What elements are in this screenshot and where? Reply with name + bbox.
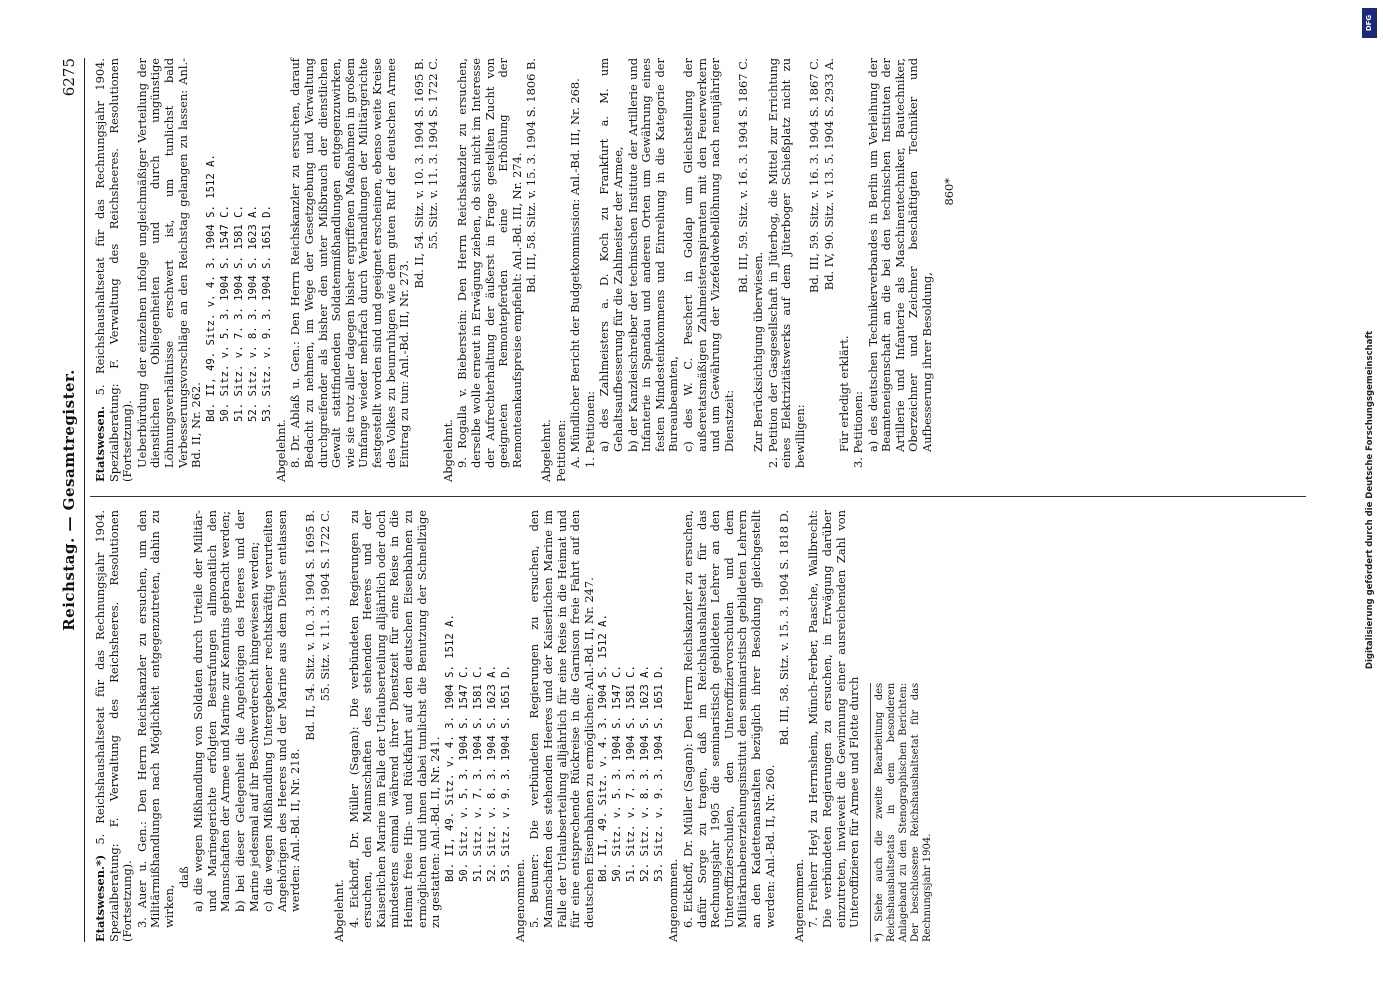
entry: daß xyxy=(176,866,191,888)
footnote: *) Siehe auch die zweite Bearbeitung des Reichshaushaltsetats in dem besonderen Anlageband zu den Stenographischen Berichten: Der beschlossene Reichshaushaltsetat für das Rechnungsjahr 1904. xyxy=(870,683,934,942)
entry: a) die wegen Mißhandlung von Soldaten durch Urteile der Militär- und Marinegerichte erfolgten Bestrafungen allmonatlich den Mannschaften der Armee und Marine zur Kenntnis gebracht werden; xyxy=(191,510,233,912)
column-divider xyxy=(90,496,1306,497)
citation: 53. Sitz. v. 9. 3. 1904 S. 1651 D. xyxy=(499,665,512,882)
page-number: 6275 xyxy=(60,58,78,97)
citation: Bd. III, 59. Sitz. v. 16. 3. 1904 S. 1867 C. xyxy=(807,58,822,293)
entry: 7. Freiherr Heyl zu Herrnsheim, Münch-Ferber, Paasche, Wallbrecht: Die verbündeten Regierungen zu ersuchen, in Erwägung darüber einzutreten, inwieweit die Gewinnung einer ausreichenden Zahl von Unteroffizieren für Armee und Flotte durch xyxy=(806,510,862,928)
entry: A. Mündlicher Bericht der Budgetkommission: Anl.-Bd. III, Nr. 268. xyxy=(568,78,583,468)
signature-mark: 860* xyxy=(941,178,956,206)
status: Angenommen. xyxy=(791,858,806,942)
citation: 50. Sitz. v. 5. 3. 1904 S. 1547 C. xyxy=(457,665,470,882)
right-intro-heading: Etatswesen. xyxy=(93,406,107,482)
status: Abgelehnt. xyxy=(332,879,347,942)
entry: a) des Zahlmeisters a. D. Koch zu Frankfurt a. M. um Gehaltsaufbesserung für die Zahlmeister der Armee, xyxy=(597,58,625,452)
citation: 55. Sitz. v. 11. 3. 1904 S. 1722 C. xyxy=(317,510,332,702)
page-header xyxy=(58,58,85,942)
status: Angenommen. xyxy=(512,858,527,942)
running-title: Reichstag. — Gesamtregister. xyxy=(60,369,78,631)
citation: 52. Sitz. v. 8. 3. 1904 S. 1623 A. xyxy=(485,665,498,882)
left-intro-heading: Etatswesen.*) xyxy=(93,854,107,942)
entry: b) bei dieser Gelegenheit die Angehörigen des Heeres und der Marine jedesmal auf ihr Beschwerderecht hingewiesen werden; xyxy=(232,510,261,912)
citation: 50. Sitz. v. 5. 3. 1904 S. 1547 C. xyxy=(611,665,624,882)
rotated-page xyxy=(46,30,1336,970)
right-intro-text: 5. Reichshaushaltsetat für das Rechnungsjahr 1904. Spezialberatung: F. Verwaltung des Reichsheeres. Resolutionen (Fortsetzung). xyxy=(93,58,135,482)
entry: 2. Petition der Gasgesellschaft in Jüterbog, die Mittel zur Errichtung eines Elektrizitätswerks auf dem Jüterboger Schießplatz nicht zu bewilligen: xyxy=(765,58,807,468)
citation: 55. Sitz. v. 11. 3. 1904 S. 1722 C. xyxy=(426,58,441,250)
entry: 5. Beumer: Die verbündeten Regierungen zu ersuchen, den Mannschaften des stehenden Heeres und der Kaiserlichen Marine im Falle der Urlaubserteilung alljährlich für eine Reise in die Heimat und für eine entsprechende Rückreise in die Garnison freie Fahrt auf den deutschen Eisenbahnen zu ermöglichen: Anl.-Bd. II, Nr. 247. xyxy=(527,510,596,928)
citation: Bd. II, 49. Sitz. v. 4. 3. 1904 S. 1512 A. xyxy=(443,614,456,882)
entry: 9. Rogalla v. Bieberstein: Den Herrn Reichskanzler zu ersuchen, derselbe wolle erneut in Erwägung ziehen, ob sich nicht im Interesse der Aufrechterhaltung der äußerst in Frage gestellten Zucht von geeigneten Remontepferden eine Erhöhung der Remonteankaufspreise empfiehlt: Anl.-Bd. III, Nr. 274. xyxy=(455,58,524,468)
entry: 3. Petitionen: xyxy=(851,391,866,468)
citation: Bd. II, 54. Sitz. v. 10. 3. 1904 S. 1695 B. xyxy=(302,510,317,741)
citation: 51. Sitz. v. 7. 3. 1904 S. 1581 C. xyxy=(625,665,638,882)
citation: 51. Sitz. v. 7. 3. 1904 S. 1581 C. xyxy=(471,665,484,882)
entry: 6. Eickhoff, Dr. Müller (Sagan): Den Herrn Reichskanzler zu ersuchen, dafür Sorge zu tragen, daß im Reichshaushaltsetat für das Rechnungsjahr 1905 die seminaristisch gebildeten Lehrer an den Unteroffizierschulen, den Unteroffiziervorschulen und dem Militärknabenerziehungsinstitut den seminaristisch gebildeten Lehrern an den Kadettenanstalten bezüglich ihrer Besoldung gleichgestellt werden: Anl.-Bd. II, Nr. 260. xyxy=(681,510,777,928)
status: Abgelehnt. xyxy=(440,419,455,482)
status: Zur Berücksichtigung überwiesen. xyxy=(750,251,765,452)
entry: 4. Eickhoff, Dr. Müller (Sagan): Die verbündeten Regierungen zu ersuchen, den Mannschaften des stehenden Heeres und der Kaiserlichen Marine im Falle der Urlaubserteilung alljährlich oder doch mindestens einmal während ihrer Dienstzeit für eine Reise in die Heimat freie Hin- und Rückfahrt auf den deutschen Eisenbahnen zu ermöglichen und ihnen dabei tunlichst die Benutzung der Schnellzüge zu gestatten: Anl.-Bd. II, Nr. 241. xyxy=(346,510,443,928)
citation: Bd. II, 54. Sitz. v. 10. 3. 1904 S. 1695 B. xyxy=(411,58,426,289)
dfg-credit: Digitalisierung gefördert durch die Deutsche Forschungsgemeinschaft xyxy=(1365,330,1375,670)
status: Angenommen. xyxy=(666,858,681,942)
dfg-margin-strip xyxy=(1359,4,1381,996)
citation: 51. Sitz. v. 7. 3. 1904 S. 1581 C. xyxy=(232,205,245,422)
left-column xyxy=(94,510,1306,942)
right-intro xyxy=(94,58,135,482)
citation: 50. Sitz. v. 5. 3. 1904 S. 1547 C. xyxy=(218,205,231,422)
entry: 1. Petitionen: xyxy=(582,391,597,468)
dfg-logo: DFG xyxy=(1362,8,1377,38)
citation: 52. Sitz. v. 8. 3. 1904 S. 1623 A. xyxy=(246,205,259,422)
entry: 8. Dr. Ablaß u. Gen.: Den Herrn Reichskanzler zu ersuchen, darauf Bedacht zu nehmen, im Wege der Gesetzgebung und Verwaltung durchgreifender als bisher den unter Mißbrauch der dienstlichen Gewalt stattfindenden Soldatenmißhandlungen entgegenzuwirken, wie sie trotz aller dagegen bisher ergriffenen Maßnahmen in großem Umfange wieder mehrfach durch Verhandlungen der Militärgerichte festgestellt worden sind und geeignet erscheinen, ebenso weite Kreise des Volkes zu beunruhigen wie dem guten Ruf der deutschen Armee Eintrag zu tun: Anl.-Bd. III, Nr. 273. xyxy=(288,58,412,468)
left-intro xyxy=(94,510,135,942)
entry: c) die wegen Mißhandlung Untergebener rechtskräftig verurteilten Angehörigen des Heeres und der Marine aus dem Dienst entlassen werden: Anl.-Bd. II, Nr. 218. xyxy=(261,510,303,912)
entry: a) des deutschen Technikerverbandes in Berlin um Verleihung der Beamteneigenschaft an die bei den technischen Instituten der Artillerie und Infanterie als Maschinentechniker, Bautechniker, Oberzeichner und Zeichner beschäftigten Techniker und Aufbesserung ihrer Besoldung, xyxy=(865,58,935,452)
entry: c) des W. C. Peschert in Goldap um Gleichstellung der außeretatsmäßigen Zahlmeisteraspiranten mit den Feuerwerkern und um Gewährung der Vizefeldwebellöhnung nach neunjähriger Dienstzeit: xyxy=(680,58,736,452)
entry: Ueberbürdung der einzelnen infolge ungleichmäßiger Verteilung der dienstlichen Obliegenheiten und durch ungünstige Löhnungsverhältnisse erschwert ist, um tunlichst bald Verbesserungsvorschläge an den Reichstag gelangen zu lassen: Anl.-Bd. II, Nr. 262. xyxy=(134,58,204,468)
right-column xyxy=(94,58,1306,482)
section-label: Petitionen: xyxy=(553,419,568,482)
status: Für erledigt erklärt. xyxy=(836,335,851,452)
entry: 3. Auer u. Gen.: Den Herrn Reichskanzler zu ersuchen, um den Militärmißhandlungen nach Möglichkeit entgegenzutreten, dahin zu wirken, xyxy=(134,510,176,928)
status: Abgelehnt. xyxy=(539,419,554,482)
citation: Bd. III, 58. Sitz. v. 15. 3. 1904 S. 1818 D. xyxy=(777,510,792,746)
citation: Bd. III, 58. Sitz. v. 15. 3. 1904 S. 1806 B. xyxy=(524,58,539,294)
left-intro-text: 5. Reichshaushaltsetat für das Rechnungsjahr 1904. Spezialberatung: F. Verwaltung des Reichsheeres. Resolutionen (Fortsetzung). xyxy=(93,510,135,942)
citation: Bd. III, 59. Sitz. v. 16. 3. 1904 S. 1867 C. xyxy=(736,58,751,293)
citation: Bd. II, 49. Sitz. v. 4. 3. 1904 S. 1512 A. xyxy=(597,614,610,882)
entry: b) der Kanzleischreiber der technischen Institute der Artillerie und Infanterie in Spandau und anderen Orten um Gewährung eines festen Mindesteinkommens und Einreihung in die Kategorie der Bureaubeamten, xyxy=(625,58,681,452)
citation: 52. Sitz. v. 8. 3. 1904 S. 1623 A. xyxy=(639,665,652,882)
citation: Bd. II, 49. Sitz. v. 4. 3. 1904 S. 1512 A. xyxy=(204,154,217,422)
citation: 53. Sitz. v. 9. 3. 1904 S. 1651 D. xyxy=(260,205,273,422)
citation: Bd. IV, 90. Sitz. v. 13. 5. 1904 S. 2933 A. xyxy=(821,58,836,291)
citation: 53. Sitz. v. 9. 3. 1904 S. 1651 D. xyxy=(653,665,666,882)
status: Abgelehnt. xyxy=(273,419,288,482)
